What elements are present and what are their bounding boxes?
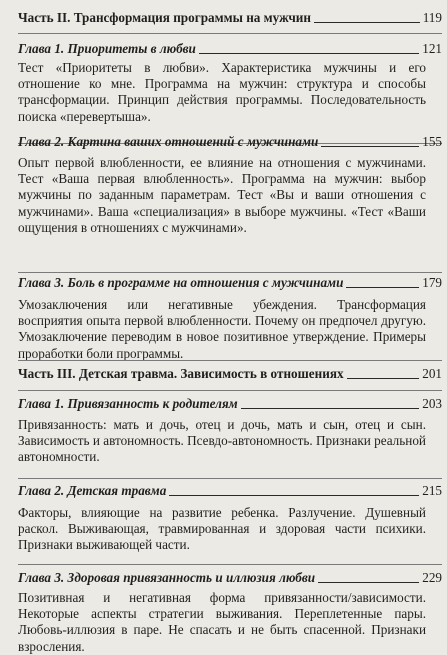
page-number: 155 — [422, 134, 442, 149]
page-number: 179 — [422, 275, 442, 290]
chapter-description: Тест «Приоритеты в любви». Характеристика мужчины и его отношение ко мне. Программа на мужчин: структура и способы трансформации. Принцип действия программы. Последовательность поиска «перевертыша». — [18, 60, 426, 124]
part-heading — [18, 366, 442, 382]
page-number: 215 — [422, 483, 442, 498]
chapter-heading — [18, 41, 442, 57]
chapter-title: Глава 1. Привязанность к родителям — [18, 396, 238, 411]
chapter-description: Факторы, влияющие на развитие ребенка. Разлучение. Душевный раскол. Выживающая, травмированная и здоровая части психики. Признаки выживающей части. — [18, 505, 426, 553]
chapter-heading — [18, 275, 442, 291]
page-number: 201 — [422, 366, 442, 381]
divider — [18, 478, 442, 479]
dot-leader — [169, 494, 419, 496]
dot-leader — [199, 52, 419, 54]
chapter-title: Глава 3. Здоровая привязанность и иллюзия любви — [18, 570, 316, 585]
chapter-title: Глава 2. Детская травма — [18, 483, 167, 498]
page-number: 203 — [422, 396, 442, 411]
divider — [18, 390, 442, 391]
dot-leader — [318, 581, 419, 583]
chapter-description: Позитивная и негативная форма привязанности/зависимости. Некоторые аспекты стратегии выживания. Переплетенные пары. Любовь-иллюзия в паре. Не спасать и не быть спасенной. Признаки взросления. — [18, 590, 426, 654]
chapter-description: Опыт первой влюбленности, ее влияние на отношения с мужчинами. Тест «Ваша первая влюбленность». Программа на мужчин: выбор мужчины по заданным параметрам. Тест «Вы и ваши отношения с мужчинами». Ваша «специализация» в выборе мужчины. «Тест «Ваши ощущения в отношениях с мужчинами». — [18, 155, 426, 235]
chapter-title: Глава 3. Боль в программе на отношения с мужчинами — [18, 275, 344, 290]
page-number: 121 — [422, 41, 442, 56]
divider — [18, 360, 442, 361]
part-title: Часть II. Трансформация программы на мужчин — [18, 10, 311, 25]
chapter-heading — [18, 134, 442, 150]
chapter-heading — [18, 483, 442, 499]
divider — [18, 272, 442, 273]
part-title: Часть III. Детская травма. Зависимость в отношениях — [18, 366, 344, 381]
page-number: 229 — [422, 570, 442, 585]
chapter-description: Привязанность: мать и дочь, отец и дочь, мать и сын, отец и сын. Зависимость и автономность. Псевдо-автономность. Признаки реальной автономности. — [18, 417, 426, 465]
dot-leader — [346, 286, 419, 288]
page-number: 119 — [422, 10, 442, 25]
chapter-heading — [18, 396, 442, 412]
chapter-heading — [18, 570, 442, 586]
dot-leader — [241, 407, 420, 409]
chapter-description: Умозаключения или негативные убеждения. Трансформация восприятия опыта первой влюбленности. Почему он предпочел другую. Умозаключение переводим в новое позитивное утверждение. Примеры проработки боли программы. — [18, 297, 426, 361]
part-heading — [18, 10, 442, 26]
chapter-title: Глава 2. Картина ваших отношений с мужчинами — [18, 134, 319, 149]
divider — [18, 33, 442, 34]
dot-leader — [314, 21, 420, 23]
dot-leader — [321, 145, 419, 147]
divider — [18, 564, 442, 565]
dot-leader — [347, 377, 420, 379]
chapter-title: Глава 1. Приоритеты в любви — [18, 41, 196, 56]
